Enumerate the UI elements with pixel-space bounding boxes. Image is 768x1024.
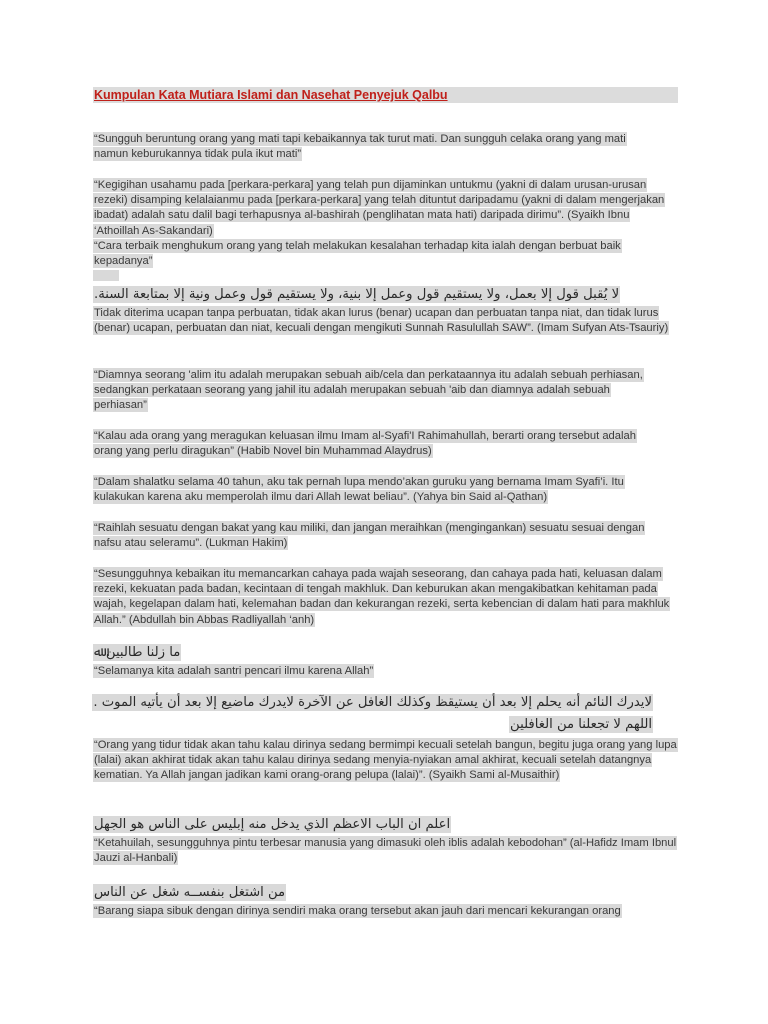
quote-13 bbox=[93, 904, 677, 920]
arabic-quote-5 bbox=[93, 882, 653, 904]
arabic-quote-2-text: ما زلنا طالبين ﷲ bbox=[94, 645, 181, 660]
quote-10-text: “Selamanya kita adalah santri pencari ilmu karena Allah” bbox=[94, 665, 374, 677]
arabic-quote-4-text: اعلم ان الباب الاعظم الذي يدخل منه إبليس على الناس هو الجهل bbox=[94, 817, 451, 832]
quote-2 bbox=[93, 178, 677, 239]
quote-1-text: “Sungguh beruntung orang yang mati tapi kebaikannya tak turut mati. Dan sungguh celaka orang yang mati namun keburukannya tidak pula ikut mati” bbox=[94, 133, 626, 161]
quote-13-text: “Barang siapa sibuk dengan dirinya sendiri maka orang tersebut akan jauh dari mencari kekurangan orang bbox=[94, 905, 621, 917]
quote-7 bbox=[93, 475, 677, 505]
arabic-quote-4 bbox=[93, 814, 653, 836]
quote-11-text: “Orang yang tidur tidak akan tahu kalau dirinya sedang bermimpi kecuali setelah bangun, begitu juga orang yang lupa (lalai) akan akhirat tidak akan tahu kalau dirinya sedang menyia-nyiakan amal akhirat, kecuali setelah datangnya kematian. Ya Allah jangan jadikan kami orang-orang pelupa (lalai)”. (Syaikh Sami al-Musaithir) bbox=[94, 739, 677, 782]
arabic-quote-5-text: من اشتغل بنفســه شغل عن الناس bbox=[94, 885, 286, 900]
quote-7-text: “Dalam shalatku selama 40 tahun, aku tak pernah lupa mendo’akan guruku yang bernama Imam Syafi’i. Itu kulakukan karena aku memperolah ilmu dari Allah lewat beliau”. (Yahya bin Said al-Qathan) bbox=[94, 476, 624, 504]
arabic-quote-2 bbox=[93, 642, 653, 664]
quote-8 bbox=[93, 521, 668, 551]
quote-5 bbox=[93, 368, 653, 414]
quote-4 bbox=[93, 306, 677, 336]
quote-4-text: Tidak diterima ucapan tanpa perbuatan, tidak akan lurus (benar) ucapan dan perbuatan tanpa niat, dan tidak lurus (benar) ucapan, perbuatan dan niat, kecuali dengan mengikuti Sunnah Rasulullah SAW”. (Imam Sufyan Ats-Tsauriy) bbox=[94, 307, 669, 335]
quote-11 bbox=[93, 738, 677, 784]
quote-8-text: “Raihlah sesuatu dengan bakat yang kau miliki, dan jangan meraihkan (mengingankan) sesuatu sesuai dengan nafsu atau seleramu”. (Lukman Hakim) bbox=[94, 522, 645, 550]
quote-1 bbox=[93, 132, 653, 162]
quote-3 bbox=[93, 239, 677, 269]
quote-9-text: “Sesungguhnya kebaikan itu memancarkan cahaya pada wajah seseorang, dan cahaya pada hati, keluasan dalam rezeki, kekuatan pada badan, kecintaan di tengah makhluk. Dan keburukan akan mengakibatkan kehitaman pada wajah, kegelapan dalam hati, kelemahan badan dan kekurangan rezeki, serta kebencian di dalam hati para makhluk Allah.” (Abdullah bin Abbas Radliyallah ‘anh) bbox=[94, 568, 670, 626]
quote-6 bbox=[93, 429, 653, 459]
quote-3-text: “Cara terbaik menghukum orang yang telah melakukan kesalahan terhadap kita ialah dengan berbuat baik kepadanya” bbox=[94, 240, 621, 268]
arabic-quote-1-text: لا يُقبل قول إلا بعمل، ولا يستقيم قول وعمل إلا بنية، ولا يستقيم قول وعمل ونية إلا بمتابعة السنة. bbox=[94, 287, 620, 302]
quote-12-text: “Ketahuilah, sesungguhnya pintu terbesar manusia yang dimasuki oleh iblis adalah kebodohan” (al-Hafidz Imam Ibnul Jauzi al-Hanbali) bbox=[94, 837, 677, 865]
quote-5-text: “Diamnya seorang 'alim itu adalah merupakan sebuah aib/cela dan perkataannya itu adalah sebuah perhiasan, sedangkan perkataan seorang yang jahil itu adalah merupakan sebuah 'aib dan diamnya adalah sebuah perhiasan” bbox=[94, 369, 643, 412]
quote-10 bbox=[93, 664, 653, 679]
quote-2-text: “Kegigihan usahamu pada [perkara-perkara] yang telah pun dijaminkan untukmu (yakni di dalam urusan-urusan rezeki) disamping kelalaianmu pada [perkara-perkara] yang telah dituntut daripadamu (yakni di dalam mengerjakan ibadat) adalah satu dalil bagi terhapusnya al-bashirah (penglihatan mata hati) daripada dirimu”. (Syaikh Ibnu ‘Athoillah As-Sakandari) bbox=[94, 179, 665, 237]
highlight-gap bbox=[93, 270, 119, 281]
quote-12 bbox=[93, 836, 677, 866]
arabic-quote-1 bbox=[93, 284, 653, 306]
page-title[interactable]: Kumpulan Kata Mutiara Islami dan Nasehat Penyejuk Qalbu bbox=[93, 87, 678, 103]
quote-6-text: “Kalau ada orang yang meragukan keluasan ilmu Imam al-Syafi'I Rahimahullah, berarti orang tersebut adalah orang yang perlu diragukan” (Habib Novel bin Muhammad Alaydrus) bbox=[94, 430, 636, 458]
quote-9 bbox=[93, 567, 677, 628]
arabic-quote-3-text: لايدرك النائم أنه يحلم إلا بعد أن يستيقظ وكذلك الغافل عن الآخرة لايدرك ماضيع إلا بعد أن يأتيه الموت . اللهم لا تجعلنا من الغافلين bbox=[93, 695, 652, 732]
arabic-quote-3 bbox=[93, 692, 653, 736]
